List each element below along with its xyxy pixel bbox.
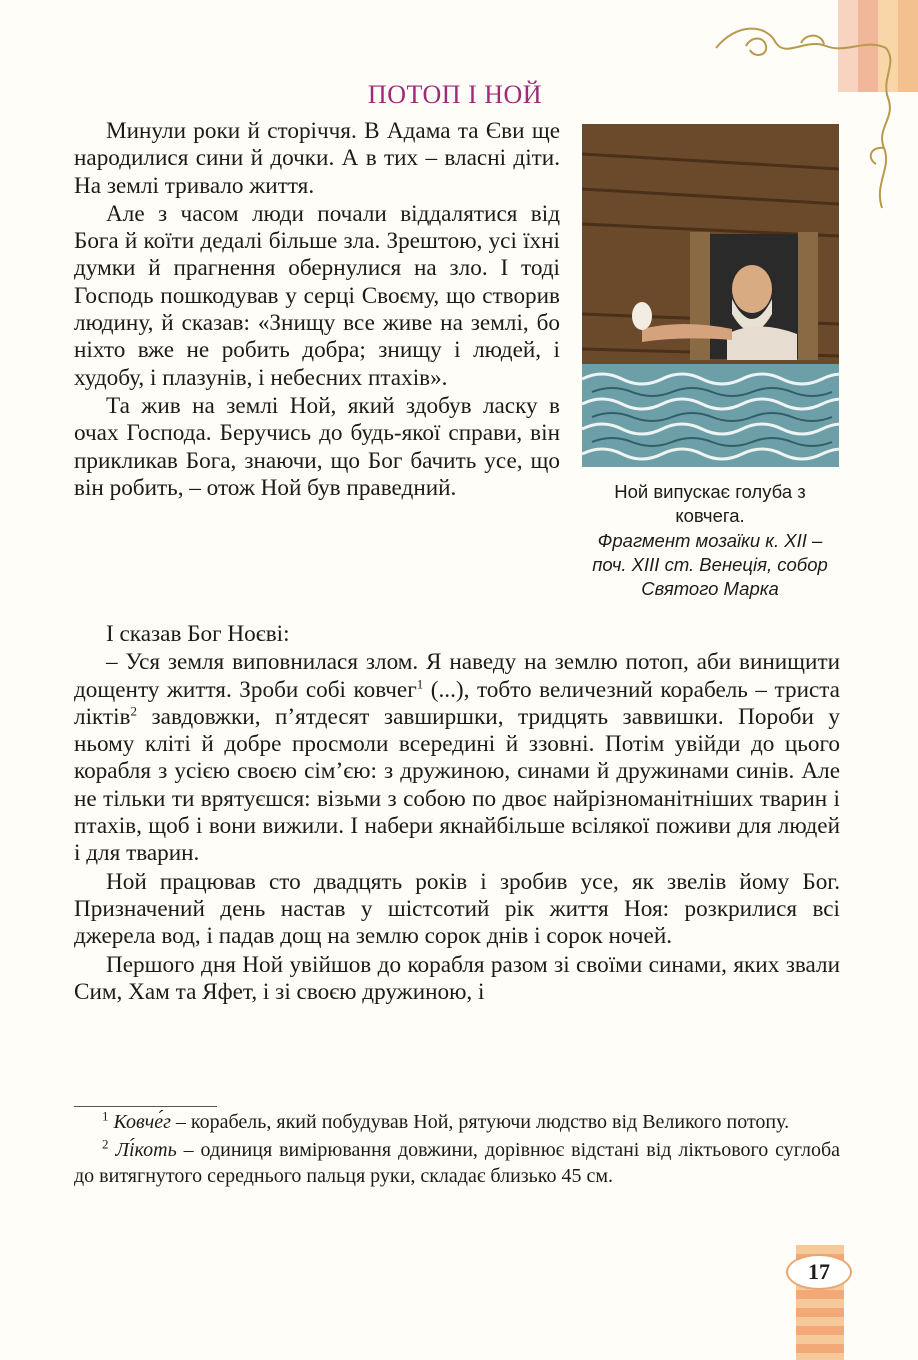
footnote-term: Ковче́г (113, 1111, 171, 1133)
text-span: (...), тобто величезний корабель – триста ліктів (74, 676, 840, 730)
footnote-number: 1 (102, 1108, 109, 1124)
footnote-ref[interactable]: 2 (130, 703, 137, 719)
footnote (74, 1109, 840, 1135)
paragraph (74, 649, 840, 867)
footnotes (74, 1109, 840, 1191)
footnote-number: 2 (102, 1136, 109, 1152)
paragraph: Але з часом люди почали віддалятися від Бога й коїти дедалі більше зла. Зрештою, усі їхні думки й прагнення обернулися на зло. І тоді Господь пошкодував у серці Своєму, що створив людину, й сказав: «Знищу все живе на землі, бо ніхто вже не робить добра; знищу і людей, і худобу, і плазунів, і небесних птахів». (74, 200, 560, 391)
narrow-text-column (74, 118, 560, 503)
wide-text-column (74, 621, 840, 1007)
page-title: ПОТОП І НОЙ (367, 80, 543, 109)
footnote-term: Лі́коть (115, 1139, 177, 1161)
footnote-divider (74, 1106, 217, 1107)
paragraph: Першого дня Ной увійшов до корабля разом зі своїми синами, яких звали Сим, Хам та Яфет, і зі своєю дружиною, і (74, 951, 840, 1005)
paragraph: І сказав Бог Ноєві: (106, 621, 290, 647)
paragraph: Минули роки й сторіччя. В Адама та Єви ще народилися сини й дочки. А в тих – власні діти. На землі тривало життя. (74, 118, 560, 199)
footnote-text: – одиниця вимірювання довжини, дорівнює відстані від ліктьового суглоба до витягнутого середнього пальця руки, складає близько 45 см. (74, 1139, 841, 1187)
mosaic-illustration (582, 124, 839, 467)
text-span: завдовжки, п’ятдесят завширшки, тридцять заввишки. Пороби у ньому кліті й добре просмоли всередині й ззовні. Потім увійди до цього корабля з усією своєю сім’єю: з дружиною, синами й дружинами синів. Але не тільки ти врятуєшся: візьми з собою по двоє найрізноманітніших тварин і птахів, щоб і вони вижили. І набери якнайбільше всілякої поживи для людей і для тварин. (74, 703, 840, 867)
paragraph: Ной працював сто двадцять років і зробив усе, як звелів йому Бог. Призначений день настав у шістсотий рік життя Ноя: розкрилися всі джерела вод, і падав дощ на землю сорок днів і сорок ночей. (74, 868, 840, 950)
caption-title: Ной випускає голуба з ковчега. (614, 481, 806, 527)
image-caption (582, 480, 838, 601)
footnote-ref[interactable]: 1 (416, 675, 424, 691)
page-number: 17 (786, 1254, 852, 1290)
footnote-text: – корабель, який побудував Ной, рятуючи людство від Великого потопу. (170, 1111, 790, 1133)
caption-source: Фрагмент мозаїки к. XII – поч. XIII ст. Венеція, собор Святого Марка (592, 529, 828, 600)
text-span: – Уся земля виповнилася злом. Я наведу на землю потоп, аби винищити дощенту життя. Зроби собі ковчег (74, 649, 840, 703)
footnote (74, 1137, 840, 1189)
paragraph: Та жив на землі Ной, який здобув ласку в очах Господа. Беручись до будь-якої справи, він прикликав Бога, знаючи, що Бог бачить усе, що він робить, – отож Ной був праведний. (74, 392, 560, 501)
